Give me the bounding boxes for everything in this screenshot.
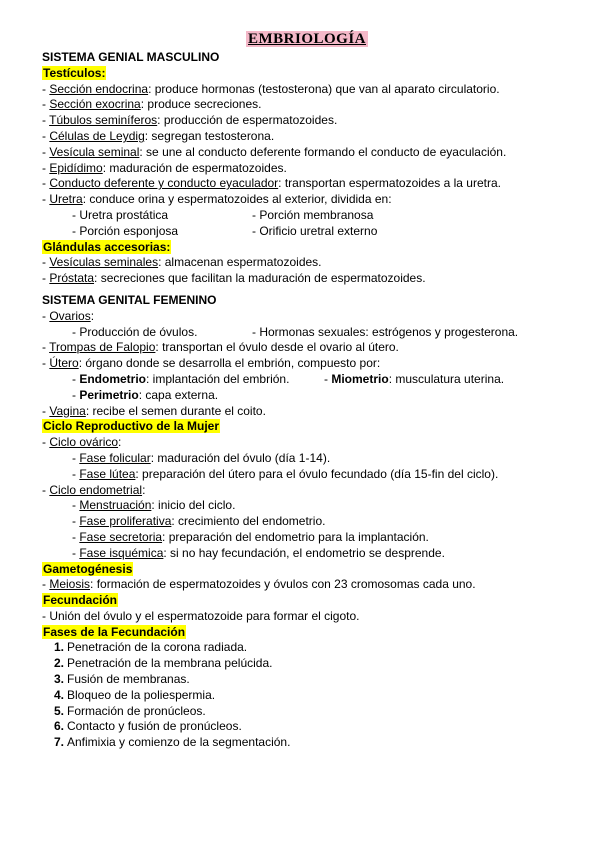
ordered-list-item: 7. Anfimixia y comienzo de la segmentación. (53, 735, 291, 750)
list-item: - Vagina: recibe el semen durante el coito. (42, 403, 266, 418)
subheading-fecundacion: Fecundación (43, 593, 118, 608)
ordered-list-item: 1. Penetración de la corona radiada. (53, 640, 248, 655)
uretra-part: - Porción esponjosa (72, 223, 179, 238)
ovarios-part: - Producción de óvulos. (72, 324, 198, 339)
section-heading-femenino: SISTEMA GENITAL FEMENINO (42, 292, 217, 307)
uretra-part: - Orificio uretral externo (252, 223, 378, 238)
subheading-ciclo: Ciclo Reproductivo de la Mujer (43, 419, 220, 434)
list-item: - Fase folicular: maduración del óvulo (día 1-14). (72, 450, 331, 465)
list-item: - Ciclo endometrial: (42, 482, 146, 497)
list-item: - Vesícula seminal: se une al conducto deferente formando el conducto de eyaculación. (42, 144, 507, 159)
uretra-part: - Uretra prostática (72, 207, 169, 222)
ordered-list-item: 6. Contacto y fusión de pronúcleos. (53, 719, 242, 734)
list-item: - Sección endocrina: produce hormonas (testosterona) que van al aparato circulatorio. (42, 81, 500, 96)
list-item: - Fase secretoria: preparación del endometrio para la implantación. (72, 529, 429, 544)
list-item: - Menstruación: inicio del ciclo. (72, 498, 236, 513)
list-item: - Meiosis: formación de espermatozoides y óvulos con 23 cromosomas cada uno. (42, 577, 476, 592)
subheading-glandulas: Glándulas accesorias: (43, 239, 171, 254)
list-item: - Conducto deferente y conducto eyaculador: transportan espermatozoides a la uretra. (42, 176, 501, 191)
list-item: - Fase lútea: preparación del útero para el óvulo fecundado (día 15-fin del ciclo). (72, 466, 499, 481)
ovarios-part: - Hormonas sexuales: estrógenos y progesterona. (252, 324, 519, 339)
list-item: - Uretra: conduce orina y espermatozoides al exterior, dividida en: (42, 192, 392, 207)
list-item: - Túbulos seminíferos: producción de espermatozoides. (42, 113, 338, 128)
subheading-fases: Fases de la Fecundación (43, 624, 186, 639)
list-item: - Trompas de Falopio: transportan el óvulo desde el ovario al útero. (42, 340, 399, 355)
list-item: - Ciclo ovárico: (42, 435, 122, 450)
ordered-list-item: 5. Formación de pronúcleos. (53, 703, 206, 718)
list-item: - Próstata: secreciones que facilitan la maduración de espermatozoides. (42, 271, 426, 286)
list-item: - Ovarios: (42, 308, 95, 323)
utero-parts-row: - Endometrio: implantación del embrión. - Miometrio: musculatura uterina. (72, 371, 505, 386)
ovarios-parts-row (42, 325, 572, 341)
ordered-list-item: 3. Fusión de membranas. (53, 672, 190, 687)
ordered-list-item: 2. Penetración de la membrana pelúcida. (53, 656, 273, 671)
list-item: - Sección exocrina: produce secreciones. (42, 97, 262, 112)
section-heading-masculino: SISTEMA GENIAL MASCULINO (42, 50, 220, 64)
list-item: - Células de Leydig: segregan testosterona. (42, 128, 275, 143)
list-item: - Útero: órgano donde se desarrolla el embrión, compuesto por: (42, 356, 381, 371)
list-item: - Fase proliferativa: crecimiento del endometrio. (72, 514, 326, 529)
subheading-testiculos: Testículos: (43, 65, 106, 80)
document-page (42, 28, 572, 751)
list-item: - Epidídimo: maduración de espermatozoides. (42, 160, 287, 175)
list-item: - Fase isquémica: si no hay fecundación, el endometrio se desprende. (72, 545, 445, 560)
document-title (42, 28, 572, 50)
uretra-part: - Porción membranosa (252, 207, 374, 222)
ordered-list-item: 4. Bloqueo de la poliespermia. (53, 687, 216, 702)
utero-parts-row: - Perimetrio: capa externa. (72, 387, 219, 402)
uretra-parts-row (42, 208, 572, 224)
list-item: - Unión del óvulo y el espermatozoide para formar el cigoto. (42, 608, 360, 623)
uretra-parts-row (42, 224, 572, 240)
title-text: EMBRIOLOGÍA (247, 31, 366, 47)
subheading-gametogenesis: Gametogénesis (43, 561, 133, 576)
list-item: - Vesículas seminales: almacenan espermatozoides. (42, 255, 322, 270)
